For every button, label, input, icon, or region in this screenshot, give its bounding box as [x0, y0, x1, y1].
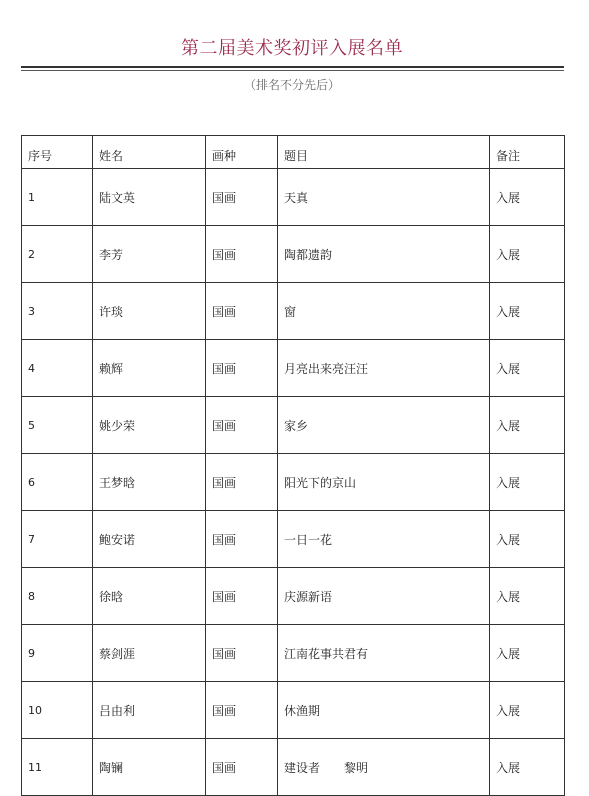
cell-work-title: 休渔期: [278, 682, 490, 739]
cell-name: 徐晗: [93, 568, 206, 625]
cell-index: 4: [22, 340, 93, 397]
cell-name: 陆文英: [93, 169, 206, 226]
table-row: [22, 568, 565, 625]
header-work-title: 题目: [278, 136, 490, 169]
cell-genre: 国画: [206, 226, 278, 283]
cell-remark: 入展: [490, 340, 565, 397]
cell-index: 7: [22, 511, 93, 568]
cell-work-title: 一日一花: [278, 511, 490, 568]
cell-name: 李芳: [93, 226, 206, 283]
table-row: [22, 625, 565, 682]
cell-name: 姚少荣: [93, 397, 206, 454]
cell-name: 陶镧: [93, 739, 206, 796]
cell-genre: 国画: [206, 283, 278, 340]
cell-name: 吕由利: [93, 682, 206, 739]
cell-name: 赖辉: [93, 340, 206, 397]
cell-index: 11: [22, 739, 93, 796]
cell-work-title: 庆源新语: [278, 568, 490, 625]
table-row: [22, 682, 565, 739]
cell-genre: 国画: [206, 454, 278, 511]
cell-name: 许琰: [93, 283, 206, 340]
cell-genre: 国画: [206, 739, 278, 796]
cell-remark: 入展: [490, 511, 565, 568]
header-index: 序号: [22, 136, 93, 169]
cell-genre: 国画: [206, 169, 278, 226]
cell-remark: 入展: [490, 454, 565, 511]
table-row: [22, 739, 565, 796]
cell-work-title: 天真: [278, 169, 490, 226]
table-row: [22, 169, 565, 226]
cell-genre: 国画: [206, 340, 278, 397]
cell-genre: 国画: [206, 568, 278, 625]
page-title: 第二届美术奖初评入展名单: [181, 38, 403, 59]
cell-work-title: 江南花事共君有: [278, 625, 490, 682]
table-row: [22, 226, 565, 283]
cell-remark: 入展: [490, 226, 565, 283]
cell-work-title: 建设者 黎明: [278, 739, 490, 796]
table-header-row: [22, 136, 565, 169]
cell-index: 3: [22, 283, 93, 340]
cell-index: 10: [22, 682, 93, 739]
cell-index: 6: [22, 454, 93, 511]
cell-work-title: 月亮出来亮汪汪: [278, 340, 490, 397]
title-divider-thick: [21, 66, 564, 68]
cell-index: 9: [22, 625, 93, 682]
cell-name: 鲍安诺: [93, 511, 206, 568]
cell-genre: 国画: [206, 397, 278, 454]
cell-remark: 入展: [490, 283, 565, 340]
cell-remark: 入展: [490, 397, 565, 454]
cell-remark: 入展: [490, 682, 565, 739]
cell-genre: 国画: [206, 682, 278, 739]
exhibition-list-table: [21, 135, 565, 796]
header-genre: 画种: [206, 136, 278, 169]
cell-name: 蔡剑涯: [93, 625, 206, 682]
cell-work-title: 陶都遗韵: [278, 226, 490, 283]
table-row: [22, 340, 565, 397]
cell-remark: 入展: [490, 568, 565, 625]
title-divider-thin: [21, 70, 564, 71]
page-subtitle: （排名不分先后）: [243, 78, 340, 92]
table-row: [22, 511, 565, 568]
cell-remark: 入展: [490, 169, 565, 226]
cell-work-title: 窗: [278, 283, 490, 340]
table-row: [22, 283, 565, 340]
cell-work-title: 阳光下的京山: [278, 454, 490, 511]
cell-name: 王梦晗: [93, 454, 206, 511]
header-name: 姓名: [93, 136, 206, 169]
cell-index: 2: [22, 226, 93, 283]
cell-genre: 国画: [206, 625, 278, 682]
table-row: [22, 454, 565, 511]
cell-index: 8: [22, 568, 93, 625]
header-remark: 备注: [490, 136, 565, 169]
cell-work-title: 家乡: [278, 397, 490, 454]
cell-index: 1: [22, 169, 93, 226]
cell-index: 5: [22, 397, 93, 454]
cell-remark: 入展: [490, 739, 565, 796]
cell-genre: 国画: [206, 511, 278, 568]
table-row: [22, 397, 565, 454]
cell-remark: 入展: [490, 625, 565, 682]
